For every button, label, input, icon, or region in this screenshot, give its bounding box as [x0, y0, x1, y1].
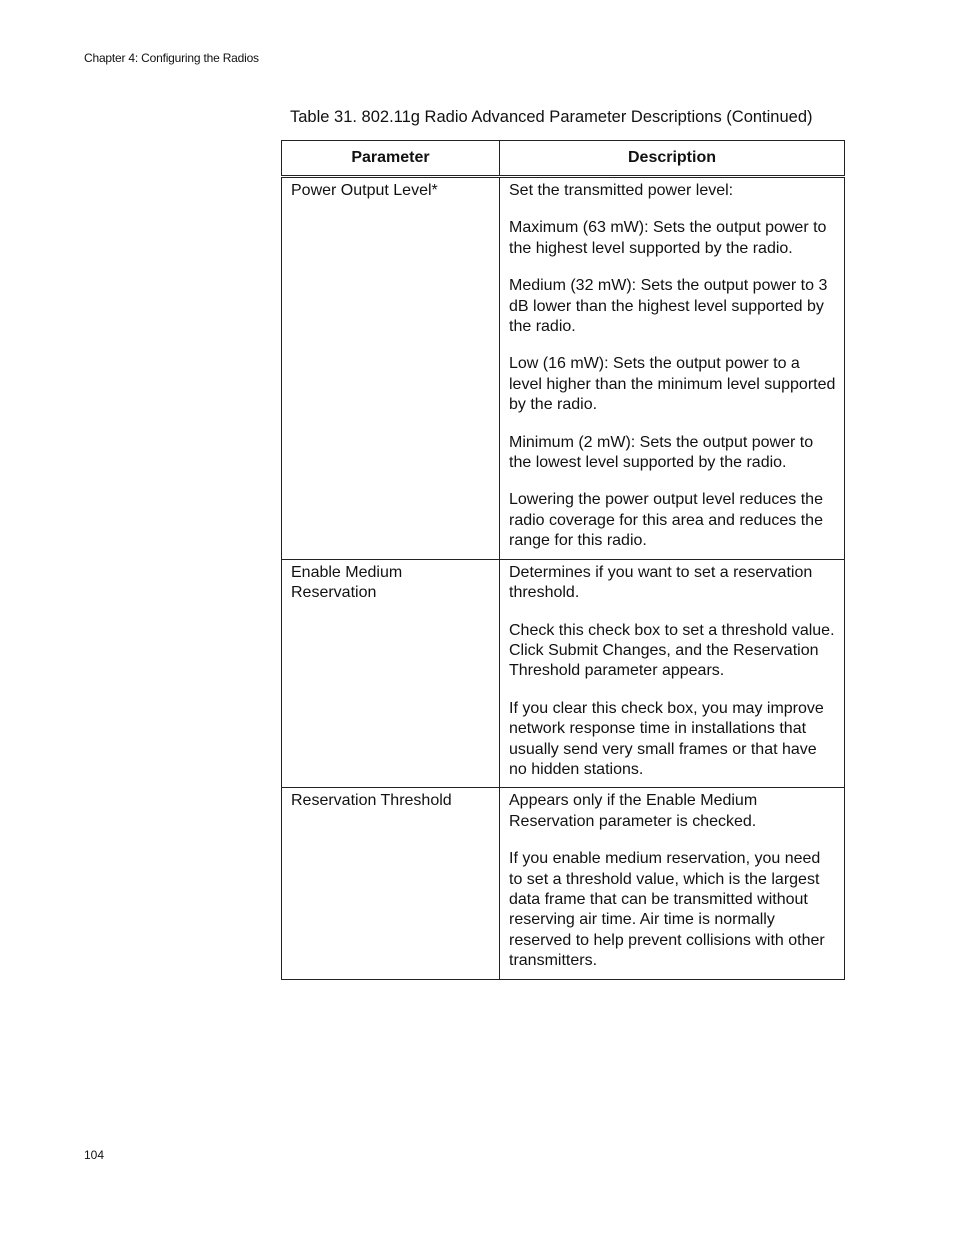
running-header: Chapter 4: Configuring the Radios [84, 51, 259, 65]
description-paragraph: Determines if you want to set a reservation threshold. [509, 563, 813, 602]
table-row [282, 559, 845, 788]
description-cell [500, 177, 845, 560]
description-cell [500, 788, 845, 979]
description-paragraph: Minimum (2 mW): Sets the output power to the lowest level supported by the radio. [509, 433, 814, 472]
page-number: 104 [84, 1148, 105, 1162]
parameter-table [281, 140, 845, 980]
description-paragraph: Maximum (63 mW): Sets the output power to the highest level supported by the radio. [509, 219, 827, 257]
table-row [282, 177, 845, 560]
table-header-row [282, 141, 845, 177]
description-paragraph: Lowering the power output level reduces the radio coverage for this area and reduces the range for this radio. [509, 491, 823, 550]
description-paragraph: Appears only if the Enable Medium Reservation parameter is checked. [509, 792, 758, 830]
parameter-cell: Power Output Level* [282, 177, 500, 560]
description-paragraph: Set the transmitted power level: [509, 182, 734, 199]
column-header-parameter: Parameter [282, 141, 500, 177]
table-row [282, 788, 845, 979]
description-paragraph: If you enable medium reservation, you need to set a threshold value, which is the largest data frame that can be transmitted without reserving air time. Air time is normally reserved to help prevent collisions with other transmitters. [509, 850, 825, 970]
table-caption: Table 31. 802.11g Radio Advanced Parameter Descriptions (Continued) [290, 108, 813, 126]
column-header-description: Description [500, 141, 845, 177]
description-paragraph: Low (16 mW): Sets the output power to a level higher than the minimum level supported by the radio. [509, 355, 836, 414]
parameter-cell: Enable Medium Reservation [282, 559, 500, 788]
description-paragraph: If you clear this check box, you may improve network response time in installations that usually send very small frames or that have no hidden stations. [509, 699, 824, 778]
description-paragraph: Check this check box to set a threshold value. Click Submit Changes, and the Reservation Threshold parameter appears. [509, 621, 835, 680]
description-paragraph: Medium (32 mW): Sets the output power to 3 dB lower than the highest level supported by the radio. [509, 277, 828, 336]
description-cell [500, 559, 845, 788]
parameter-cell: Reservation Threshold [282, 788, 500, 979]
